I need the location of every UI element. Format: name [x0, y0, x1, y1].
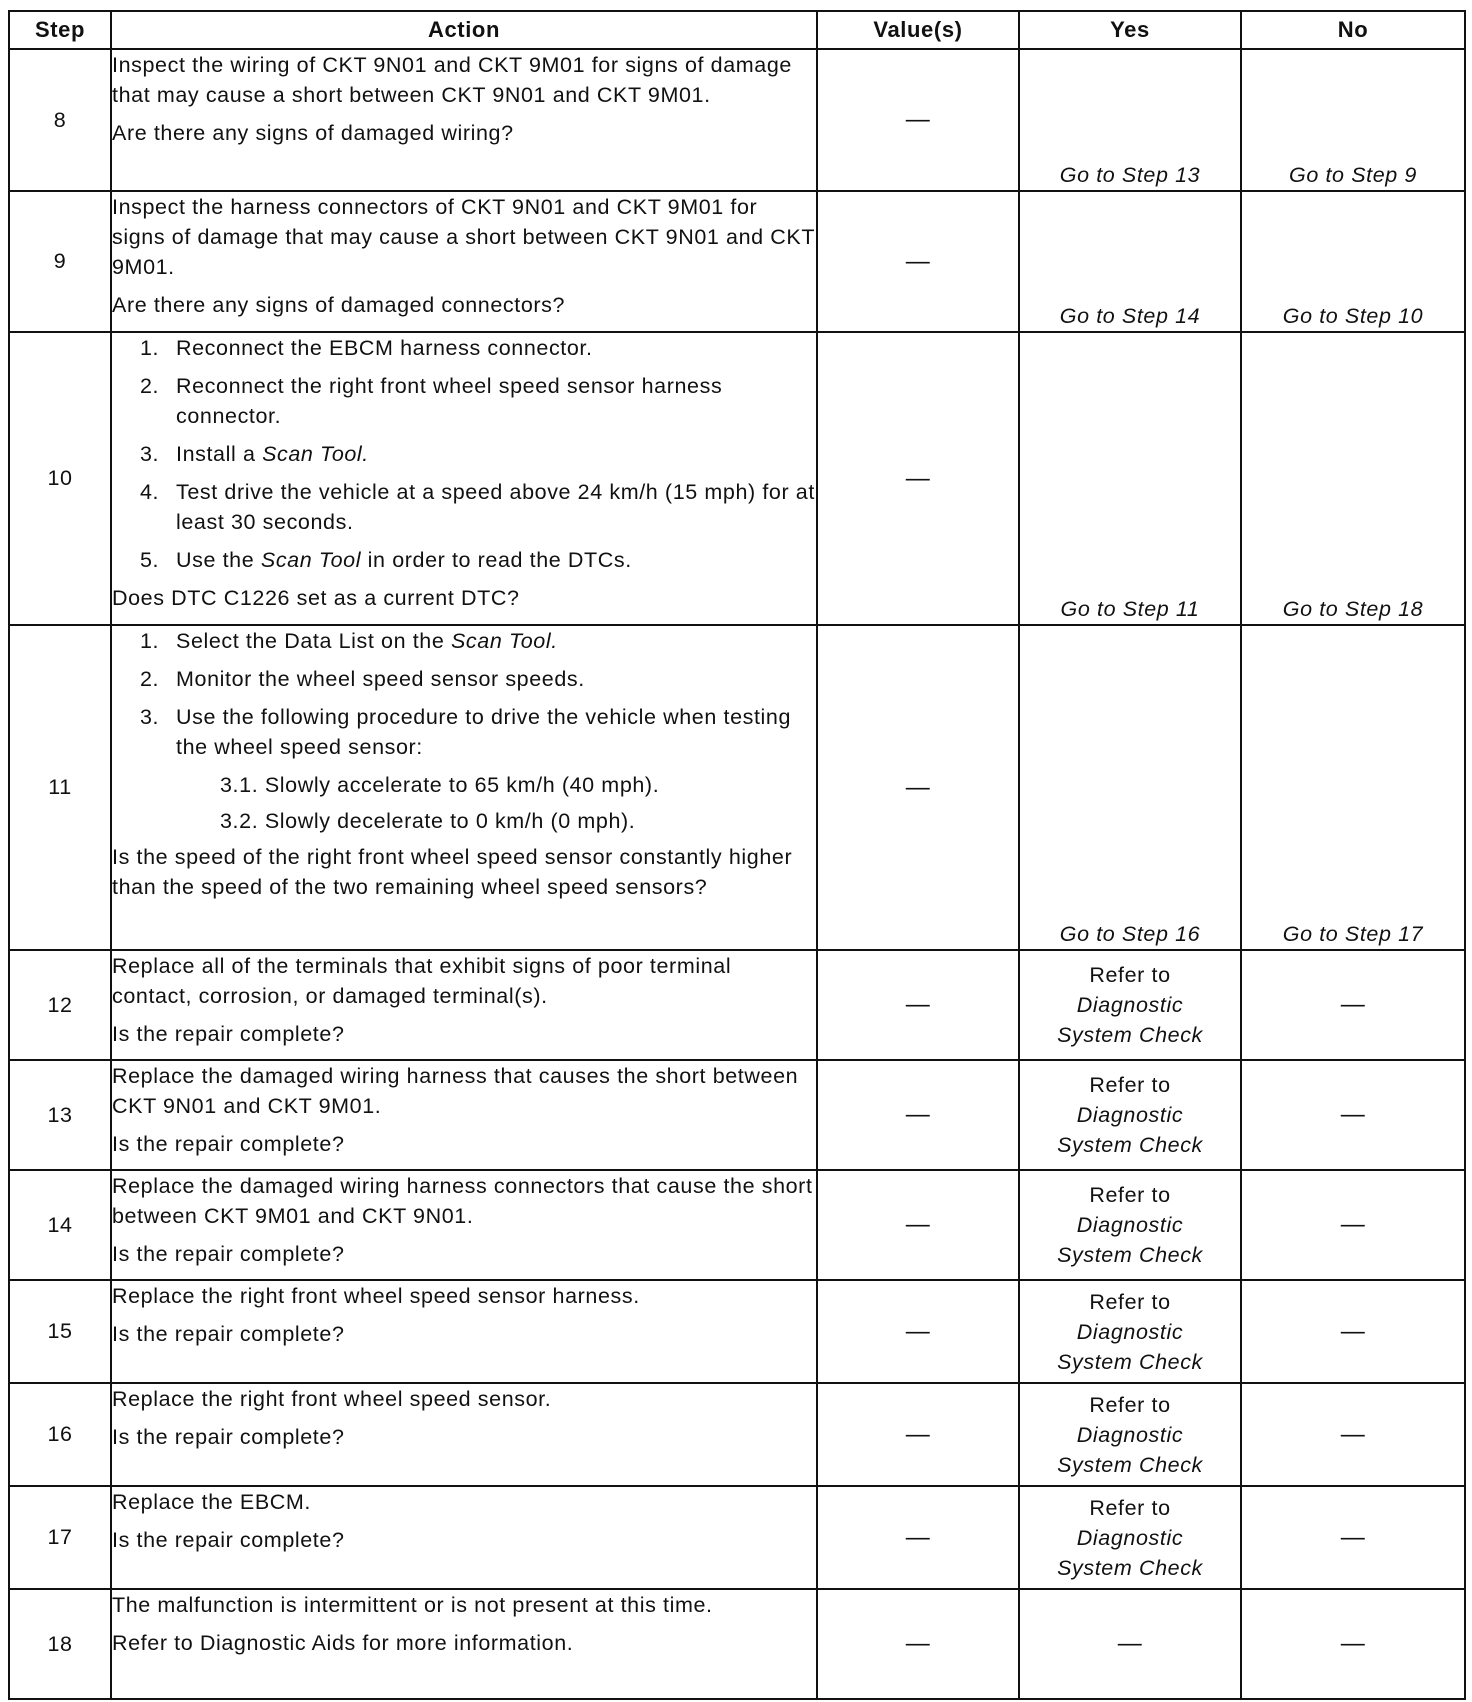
- value-cell: —: [817, 625, 1019, 950]
- action-question: Is the repair complete?: [112, 1528, 345, 1552]
- no-link[interactable]: Go to Step 9: [1241, 49, 1465, 191]
- action-cell: [111, 1486, 817, 1589]
- value-cell: —: [817, 1060, 1019, 1170]
- action-text: The malfunction is intermittent or is not present at this time.: [112, 1593, 713, 1617]
- action-question: Is the repair complete?: [112, 1242, 345, 1266]
- no-link[interactable]: Go to Step 10: [1241, 191, 1465, 332]
- action-cell: [111, 1170, 817, 1280]
- procedure-list: [112, 626, 816, 762]
- no-cell: —: [1241, 1486, 1465, 1589]
- action-text: Replace the damaged wiring harness connectors that cause the short between CKT 9M01 and CKT 9N01.: [112, 1174, 813, 1228]
- no-cell: —: [1241, 1589, 1465, 1699]
- step-number: 15: [9, 1280, 111, 1383]
- action-cell: [111, 1383, 817, 1486]
- sub-procedure-step: 3.2. Slowly decelerate to 0 km/h (0 mph).: [220, 809, 636, 833]
- yes-refer-link[interactable]: Refer to Diagnostic System Check: [1019, 1486, 1241, 1589]
- table-row: [9, 49, 1465, 191]
- scan-tool-term: Scan Tool.: [450, 629, 558, 653]
- table-row: [9, 625, 1465, 950]
- action-question: Is the speed of the right front wheel speed sensor constantly higher than the speed of the two remaining wheel speed sensors?: [112, 845, 793, 899]
- action-question: Is the repair complete?: [112, 1132, 345, 1156]
- action-question: Is the repair complete?: [112, 1022, 345, 1046]
- action-cell: [111, 1589, 817, 1699]
- table-row: [9, 1486, 1465, 1589]
- header-yes: Yes: [1019, 11, 1241, 49]
- yes-link[interactable]: Go to Step 13: [1019, 49, 1241, 191]
- action-cell: [111, 1280, 817, 1383]
- header-values: Value(s): [817, 11, 1019, 49]
- value-cell: —: [817, 49, 1019, 191]
- action-question: Is the repair complete?: [112, 1322, 345, 1346]
- header-no: No: [1241, 11, 1465, 49]
- value-cell: —: [817, 1280, 1019, 1383]
- action-text: Replace the right front wheel speed sensor.: [112, 1387, 552, 1411]
- action-question: Is the repair complete?: [112, 1425, 345, 1449]
- action-text: Replace all of the terminals that exhibit signs of poor terminal contact, corrosion, or damaged terminal(s).: [112, 954, 732, 1008]
- step-number: 10: [9, 332, 111, 625]
- value-cell: —: [817, 950, 1019, 1060]
- value-cell: —: [817, 332, 1019, 625]
- step-number: 11: [9, 625, 111, 950]
- table-row: [9, 1280, 1465, 1383]
- value-cell: —: [817, 1170, 1019, 1280]
- action-question: Refer to Diagnostic Aids for more information.: [112, 1631, 574, 1655]
- scan-tool-term: Scan Tool: [260, 548, 362, 572]
- action-text: Inspect the wiring of CKT 9N01 and CKT 9M01 for signs of damage that may cause a short between CKT 9N01 and CKT 9M01.: [112, 53, 792, 107]
- yes-link[interactable]: Go to Step 14: [1019, 191, 1241, 332]
- step-number: 13: [9, 1060, 111, 1170]
- yes-refer-link[interactable]: Refer to Diagnostic System Check: [1019, 1170, 1241, 1280]
- header-row: [9, 11, 1465, 49]
- table-row: [9, 1060, 1465, 1170]
- diagnostic-table: [8, 10, 1466, 1700]
- step-number: 14: [9, 1170, 111, 1280]
- step-number: 8: [9, 49, 111, 191]
- step-number: 12: [9, 950, 111, 1060]
- action-question: Are there any signs of damaged connectors?: [112, 293, 566, 317]
- action-cell: [111, 191, 817, 332]
- yes-link[interactable]: Go to Step 16: [1019, 625, 1241, 950]
- scan-tool-term: Scan Tool.: [262, 442, 369, 466]
- action-cell: [111, 625, 817, 950]
- no-cell: —: [1241, 1280, 1465, 1383]
- procedure-step: 3. Use the following procedure to drive the vehicle when testing the wheel speed sensor:: [140, 705, 792, 759]
- procedure-step: 5. Use the Scan Tool in order to read the DTCs.: [140, 548, 632, 572]
- yes-refer-link[interactable]: Refer to Diagnostic System Check: [1019, 1060, 1241, 1170]
- yes-refer-link[interactable]: Refer to Diagnostic System Check: [1019, 1383, 1241, 1486]
- yes-link[interactable]: Go to Step 11: [1019, 332, 1241, 625]
- step-number: 17: [9, 1486, 111, 1589]
- procedure-step: 1. Select the Data List on the Scan Tool.: [140, 629, 558, 653]
- action-cell: [111, 332, 817, 625]
- procedure-step: 2. Monitor the wheel speed sensor speeds.: [140, 667, 585, 691]
- table-row: [9, 1383, 1465, 1486]
- procedure-step: 3. Install a Scan Tool.: [140, 442, 369, 466]
- yes-refer-link[interactable]: Refer to Diagnostic System Check: [1019, 950, 1241, 1060]
- no-cell: —: [1241, 1170, 1465, 1280]
- action-text: Replace the EBCM.: [112, 1490, 312, 1514]
- header-action: Action: [111, 11, 817, 49]
- action-text: Inspect the harness connectors of CKT 9N01 and CKT 9M01 for signs of damage that may cause a short between CKT 9N01 and CKT 9M01.: [112, 195, 815, 279]
- step-number: 9: [9, 191, 111, 332]
- procedure-step: 4. Test drive the vehicle at a speed above 24 km/h (15 mph) for at least 30 seconds.: [140, 480, 815, 534]
- table-row: [9, 950, 1465, 1060]
- value-cell: —: [817, 1383, 1019, 1486]
- procedure-step: 2. Reconnect the right front wheel speed sensor harness connector.: [140, 374, 723, 428]
- yes-cell: —: [1019, 1589, 1241, 1699]
- no-cell: —: [1241, 1060, 1465, 1170]
- table-row: [9, 1589, 1465, 1699]
- table-row: [9, 191, 1465, 332]
- table-row: [9, 332, 1465, 625]
- yes-refer-link[interactable]: Refer to Diagnostic System Check: [1019, 1280, 1241, 1383]
- step-number: 18: [9, 1589, 111, 1699]
- no-cell: —: [1241, 950, 1465, 1060]
- procedure-list: [112, 333, 816, 575]
- procedure-step: 1. Reconnect the EBCM harness connector.: [140, 336, 593, 360]
- value-cell: —: [817, 1486, 1019, 1589]
- no-link[interactable]: Go to Step 18: [1241, 332, 1465, 625]
- action-cell: [111, 49, 817, 191]
- sub-procedure-step: 3.1. Slowly accelerate to 65 km/h (40 mph).: [220, 773, 660, 797]
- step-number: 16: [9, 1383, 111, 1486]
- action-question: Does DTC C1226 set as a current DTC?: [112, 586, 520, 610]
- table-row: [9, 1170, 1465, 1280]
- action-cell: [111, 950, 817, 1060]
- action-text: Replace the damaged wiring harness that causes the short between CKT 9N01 and CKT 9M01.: [112, 1064, 799, 1118]
- value-cell: —: [817, 191, 1019, 332]
- action-text: Replace the right front wheel speed sensor harness.: [112, 1284, 640, 1308]
- no-cell: —: [1241, 1383, 1465, 1486]
- action-cell: [111, 1060, 817, 1170]
- sub-procedure-list: [112, 770, 816, 836]
- no-link[interactable]: Go to Step 17: [1241, 625, 1465, 950]
- action-question: Are there any signs of damaged wiring?: [112, 121, 514, 145]
- value-cell: —: [817, 1589, 1019, 1699]
- header-step: Step: [9, 11, 111, 49]
